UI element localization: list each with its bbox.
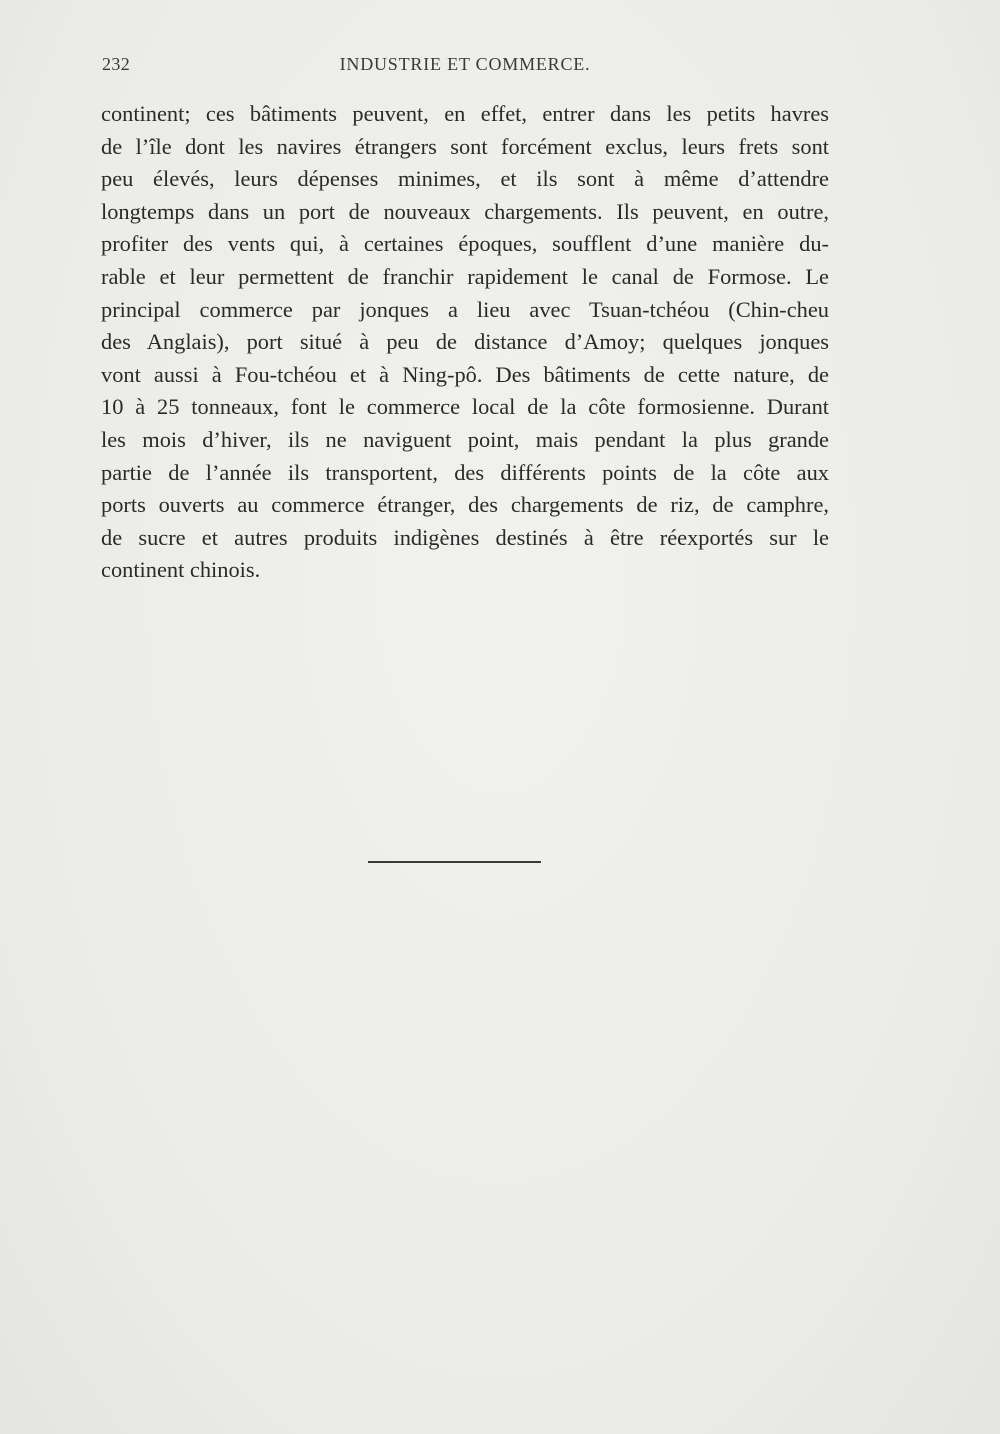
text-line: peu élevés, leurs dépenses minimes, et ils sont à même d’attendre bbox=[101, 166, 829, 192]
text-line-last: continent chinois. bbox=[101, 557, 261, 583]
body-paragraph bbox=[101, 98, 829, 587]
text-line: profiter des vents qui, à certaines époques, soufflent d’une manière du- bbox=[101, 231, 829, 257]
text-line: 10 à 25 tonneaux, font le commerce local de la côte formosienne. Durant bbox=[101, 394, 829, 420]
text-line: vont aussi à Fou-tchéou et à Ning-pô. Des bâtiments de cette nature, de bbox=[101, 361, 829, 387]
text-line: rable et leur permettent de franchir rapidement le canal de Formose. Le bbox=[101, 263, 829, 289]
text-line: principal commerce par jonques a lieu avec Tsuan-tchéou (Chin-cheu bbox=[101, 296, 829, 322]
text-line: de sucre et autres produits indigènes destinés à être réexportés sur le bbox=[101, 524, 829, 550]
text-line: les mois d’hiver, ils ne naviguent point, mais pendant la plus grande bbox=[101, 426, 829, 452]
text-line: continent; ces bâtiments peuvent, en effet, entrer dans les petits havres bbox=[101, 101, 829, 126]
text-line: des Anglais), port situé à peu de distance d’Amoy; quelques jonques bbox=[101, 329, 829, 355]
section-end-rule bbox=[368, 861, 541, 863]
text-line: partie de l’année ils transportent, des différents points de la côte aux bbox=[101, 459, 829, 485]
text-line: de l’île dont les navires étrangers sont forcément exclus, leurs frets sont bbox=[101, 133, 829, 159]
page-number: 232 bbox=[102, 54, 131, 74]
running-title: INDUSTRIE ET COMMERCE. bbox=[339, 54, 591, 74]
text-line: longtemps dans un port de nouveaux chargements. Ils peuvent, en outre, bbox=[101, 198, 829, 224]
text-line: ports ouverts au commerce étranger, des chargements de riz, de camphre, bbox=[101, 492, 829, 518]
running-head bbox=[100, 54, 830, 80]
